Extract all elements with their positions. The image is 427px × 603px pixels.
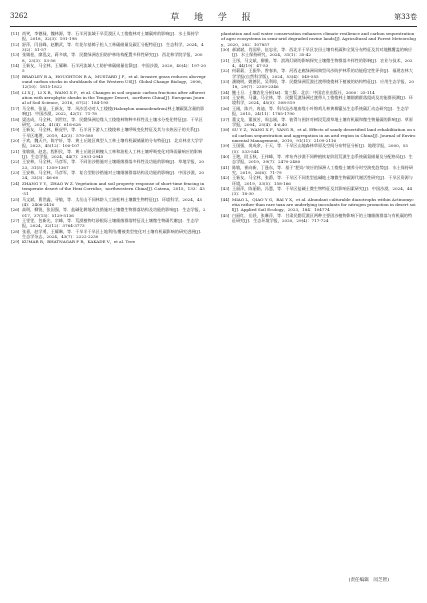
reference-number: [28] — [11, 228, 20, 234]
reference-number: [13] — [11, 52, 20, 58]
reference-text: 潘晓明，姚德民，吴利琼，等．民勤绿洲荒漠过渡带梭梭林下植被的结构特征[J]．应用生态学报，2018，29(7)：2359-2346 — [232, 79, 414, 90]
reference-text: 王新友，马全林，靳虎甲，等．石羊河下游人工梭梭林土壤呼吸变化特征及其与水热因子的关系[J]．干旱区地理，2019，42(3)：570-580 — [22, 127, 203, 138]
reference-number: [33] — [221, 79, 230, 85]
reference-item — [11, 90, 206, 106]
reference-item — [11, 74, 206, 90]
reference-item — [11, 127, 206, 138]
reference-item — [11, 197, 206, 208]
header-rule — [10, 26, 417, 27]
reference-item — [221, 79, 416, 90]
reference-list-right — [221, 47, 416, 223]
reference-number: [43] — [221, 185, 230, 191]
reference-item — [11, 52, 206, 63]
reference-text: 王新友，马全林，王耀琳．石羊河流域人工防护林碳储量估算[J]．中国沙漠，2020，40(4)：197-205 — [22, 63, 206, 74]
reference-number: [34] — [221, 89, 230, 95]
reference-number: [27] — [11, 218, 20, 224]
reference-column-right — [221, 31, 416, 223]
reference-continuation: plantation and soil water conservation enhances climate resilience and carbon sequestration of agro ecosystems in semi-arid degraded ravine lands[J]. Agricultural and Forest Meteorology，2020，282：107857 — [221, 31, 416, 47]
reference-number: [18] — [11, 116, 20, 122]
reference-item — [221, 68, 416, 79]
reference-number: [45] — [221, 212, 230, 218]
reference-item — [221, 213, 416, 224]
reference-number: [38] — [221, 127, 230, 133]
reference-text: 舒萍，闫昌峰，赵鹏武，等．红花尔基樟子松人工林碳储量及碳汇分配特征[J]．生态科学，2024，43(2)：51-57 — [22, 41, 204, 53]
reference-text: 王安林，马全林，马彦军，等．复合型防沙措施对土壤细菌群落结构及功能的影响[J]．中国沙漠，2024，33(3)：46-60 — [22, 169, 204, 181]
reference-text: 张敏娟，赵忠，程积民，等．黄土丘陵区刺槐人工林和油松人工林土壤呼吸变化对降雨量响应的影响[J]．生态学报，2024，44(7)：2931-2945 — [22, 148, 203, 159]
reference-item — [11, 42, 206, 53]
page-header — [10, 11, 417, 23]
reference-number: [29] — [11, 239, 20, 245]
reference-text: 马文斌，曹世鑫，寻敏，等．太岳山不同林龄人工油松林土壤微生物特征[J]．环境科学，2024，45(4)：2406-2416 — [22, 196, 203, 207]
reference-item — [221, 47, 416, 58]
reference-text: ZHANG Y Y，ZHAO W Z. Vegetation and soil property response of short-time fencing in temperate desert of the Hexi Corridor，northwestern China[J]. Catena，2015，133：43-51 — [22, 180, 205, 197]
reference-number: [25] — [11, 196, 20, 202]
reference-text: BRADLEY B A，HOUGHTON R A，MUSTARD J F，et al. Invasive grass reduces aboveground carbon stocks in shrublands of the Western US[J]. Global Change Biology，2006，12(10)：1815-1822 — [22, 73, 206, 90]
reference-number: [30] — [221, 47, 230, 53]
reference-number: [26] — [11, 207, 20, 213]
reference-text: 白丽红，岳跃，张琳萍，等．甘肃民勤荒漠区两种主要固沙植物影响下的土壤细菌群落与有机碳的特征研究[J]．生态环境学报，2020，29(4)：717-724 — [232, 212, 413, 224]
reference-text: 王刚，陈兴，冉迪，等．科尔沁沙地南缘小叶锦鸡儿林黄柳灌丛生态系统碳汇动态研究[J]．生态学报，2015，24(11)：1785-1790 — [232, 105, 409, 117]
reference-number: [17] — [11, 105, 20, 111]
reference-number: [24] — [11, 180, 20, 186]
reference-number: [40] — [221, 153, 230, 159]
reference-number: [32] — [221, 68, 230, 74]
reference-item — [11, 181, 206, 197]
reference-number: [14] — [11, 63, 20, 69]
reference-text: 尚笑，李德禄，魏林源，等．石羊河流域干旱荒漠区人工梭梭林对土壤碳库的影响[J]．水土保持学报，2018，32(3)：191-198 — [22, 31, 199, 42]
reference-number: [39] — [221, 143, 230, 149]
reference-item — [11, 106, 206, 117]
reference-text: 梁达成，马全林，刘世红，等．民勤绿洲边缘人工梭梭林物种多样性及土壤水分变化特征[J]．干旱区研究，2024，41(4)：618-628 — [22, 116, 203, 127]
volume-label: 第33卷 — [394, 13, 417, 21]
reference-text: SU Y Z，WANG X F，YANG R，et al. Effects of sandy desertified land rehabilitation on soil carbon sequestration and aggregation in an arid region in China[J]. Journal of Environmental Management，2010，91(11)：2109-2116 — [232, 127, 416, 143]
reference-number: [15] — [11, 73, 20, 79]
reference-text: 王彤，马文斌，柳雅，等．滨海灯刷的影响探究土壤微生物群落多样性的影响[J]．农业与技术，2024，44(19)：47-53 — [232, 57, 413, 69]
reference-item — [11, 207, 206, 218]
reference-item — [221, 197, 416, 213]
reference-number: [23] — [11, 169, 20, 175]
reference-item — [11, 117, 206, 128]
reference-number: [36] — [221, 105, 230, 111]
reference-number: [41] — [221, 164, 230, 170]
reference-text: 王安林，马全林，马彦军，等．不同治沙措施对土壤细菌群落多样性及功能的影响[J]．草地学报，2023，31(5)：1359-1367 — [22, 159, 204, 170]
reference-text: 王安林，马谦，马全林，等．民勤荒漠绿洲过渡带人工梭梭林土壤细菌群落组成及功能群预测[J]．环境科学，2024，45(5)：508-519 — [232, 95, 413, 106]
journal-title: 草 地 学 报 — [170, 13, 257, 23]
reference-number: [35] — [221, 95, 230, 101]
reference-item — [11, 159, 206, 170]
reference-item — [11, 138, 206, 149]
reference-number: [44] — [221, 196, 230, 202]
reference-text: 王新友，马全林，张爵，等．干旱区不同类型盐碱地土壤微生物碳源代谢活性研究[J]．干旱区资源与环境，2019，33(5)：158-166 — [232, 175, 413, 186]
reference-item — [221, 186, 416, 197]
reference-text: LI X J，LI X R，WANG X P，et al. Changes in soil organic carbon fractions after afforestation with xerophytic shrubs in the Tengger Desert，northern China[J]. European Journal of Soil Science，2016，67(2)：184-195 — [22, 89, 206, 106]
reference-text: 何薪薪，王振华，曾春来，等．河西走廊绿洲同典型风沙防护林系的功能稳定性评价[J]．福建农林大学学报(自然科学版)，2024，53(4)：549-555 — [232, 68, 413, 79]
reference-item — [11, 170, 206, 181]
reference-text: 王艳，段玉秋，王伟峰，等．库布齐沙漠不同种植恢复阶段荒漠生态系统碳氮储量及分配格局[J]．生态学报，2019，39(7)：2470-2480 — [232, 153, 413, 165]
reference-text: MIAO L，QIAO Y G，BAI Y X，et al. Abundant culturable diazotrophs within Actinomycetia rather than rare taxa are underlying inoculants for nitrogen promotion in desert soil[J]. Applied Soil Ecology，2023，184：104774 — [232, 196, 416, 213]
reference-number: [22] — [11, 159, 20, 165]
reference-number: [21] — [11, 148, 20, 154]
reference-item — [221, 127, 416, 143]
reference-item — [221, 165, 416, 176]
reference-item — [221, 95, 416, 106]
reference-number: [16] — [11, 89, 20, 95]
reference-item — [221, 154, 416, 165]
reference-text: 董文龙，董放芳，周志刚，等．彼得与围封对树段荒漠草地土壤有机碳和微生物量碳的影响[J]．草原学报，2004，25(4)：4-6,40 — [232, 116, 413, 127]
reference-item — [11, 63, 206, 74]
reference-column-left — [11, 31, 206, 245]
reference-item — [11, 31, 206, 42]
reference-text: KUMAR R，BHATNAGAR P R，KAKADE V，et al. Tree — [22, 239, 136, 245]
reference-number: [42] — [221, 175, 230, 181]
reference-item — [221, 143, 416, 154]
reference-item — [11, 229, 206, 240]
reference-number: [20] — [11, 137, 20, 143]
reference-item — [221, 106, 416, 117]
reference-item — [221, 58, 416, 69]
reference-text: 马全林，张显，王新友，等．风沙活动对人工梭梭(Haloxylon ammodendron)林土壤碳氮含量的影响[J]．中国沙漠，2022，42(1)：71-78 — [22, 105, 205, 117]
reference-number: [19] — [11, 127, 20, 133]
editor-note: (责任编辑 闵芝智) — [348, 578, 389, 583]
reference-text: 王丽萍，陈丽娟，冯慧，等．干旱区盐碱土微生物特征及其影响因素研究[J]．中国沙漠，2024，44(3)：18-30 — [232, 185, 413, 197]
reference-text: 高明，柳锐，张国强，等．盐碱化耕地改良措施对土壤微生物群落结构及功能的影响[J]．生态学报，2017，37(15)：5129-5136 — [22, 207, 206, 218]
reference-text: 张嘉，赵学勇，王耀琳，等．干旱半干旱区土地利用/覆被类型变化对土壤有机碳影响的研究进展[J]．生态学杂志，2024，43(7)：2222-2230 — [22, 228, 205, 240]
reference-number: [37] — [221, 116, 230, 122]
reference-text: 郝斌斌，肖国举，伍忠业，等．西北半干旱区农田土壤有机碳和全氮分布特征及其对地膜覆盖的响应[J]．水土保持研究，2024，31(1)：35-42 — [232, 47, 413, 58]
reference-text: 于欢，魏天兴，陈宇轩，等．黄土丘陵区典型人工林土壤有机碳储量的分布特征[J]．北京林业大学学报，2023，45(12)：100-107 — [22, 137, 203, 149]
reference-number: [31] — [221, 57, 230, 63]
reference-number: [12] — [11, 41, 20, 47]
reference-item — [221, 175, 416, 186]
reference-item — [11, 149, 206, 160]
reference-text: 鲍士旦．土壤农化分析[M]．第三版．北京：中国农业出版社，2000：25-114 — [232, 89, 375, 95]
reference-item — [221, 117, 416, 128]
reference-text: 陈敏，崔向新，丁逢东，等．基于“肥岛”效应的绿洲人工梭梭土壤养分时空演变趋势[J]．水土保持研究，2019，26(6)：71-79 — [232, 164, 413, 175]
reference-number: [11] — [11, 31, 20, 36]
reference-item — [11, 239, 206, 244]
reference-text: 王国强，岗成余，于天，等．干旱区山地森林草原及空间分布特征分析[J]．地理学报，2000，55(5)：533-544 — [232, 143, 409, 154]
page-number: 3262 — [10, 12, 28, 20]
reference-text: 王雯雯，包新光，宗峰，等．荒漠植物红砂根际土壤细菌群落特征及土壤微生物碳代谢[J]．生态学报，2024，32(12)：3764-3773 — [22, 218, 199, 229]
reference-item — [11, 218, 206, 229]
reference-text: 张婧卷，廖泓文，蒋多斌，等．民勤绿洲农田防护林结构配置多样性研究[J]．西北林学院学报，2008，23(3)：53-56 — [22, 52, 203, 63]
